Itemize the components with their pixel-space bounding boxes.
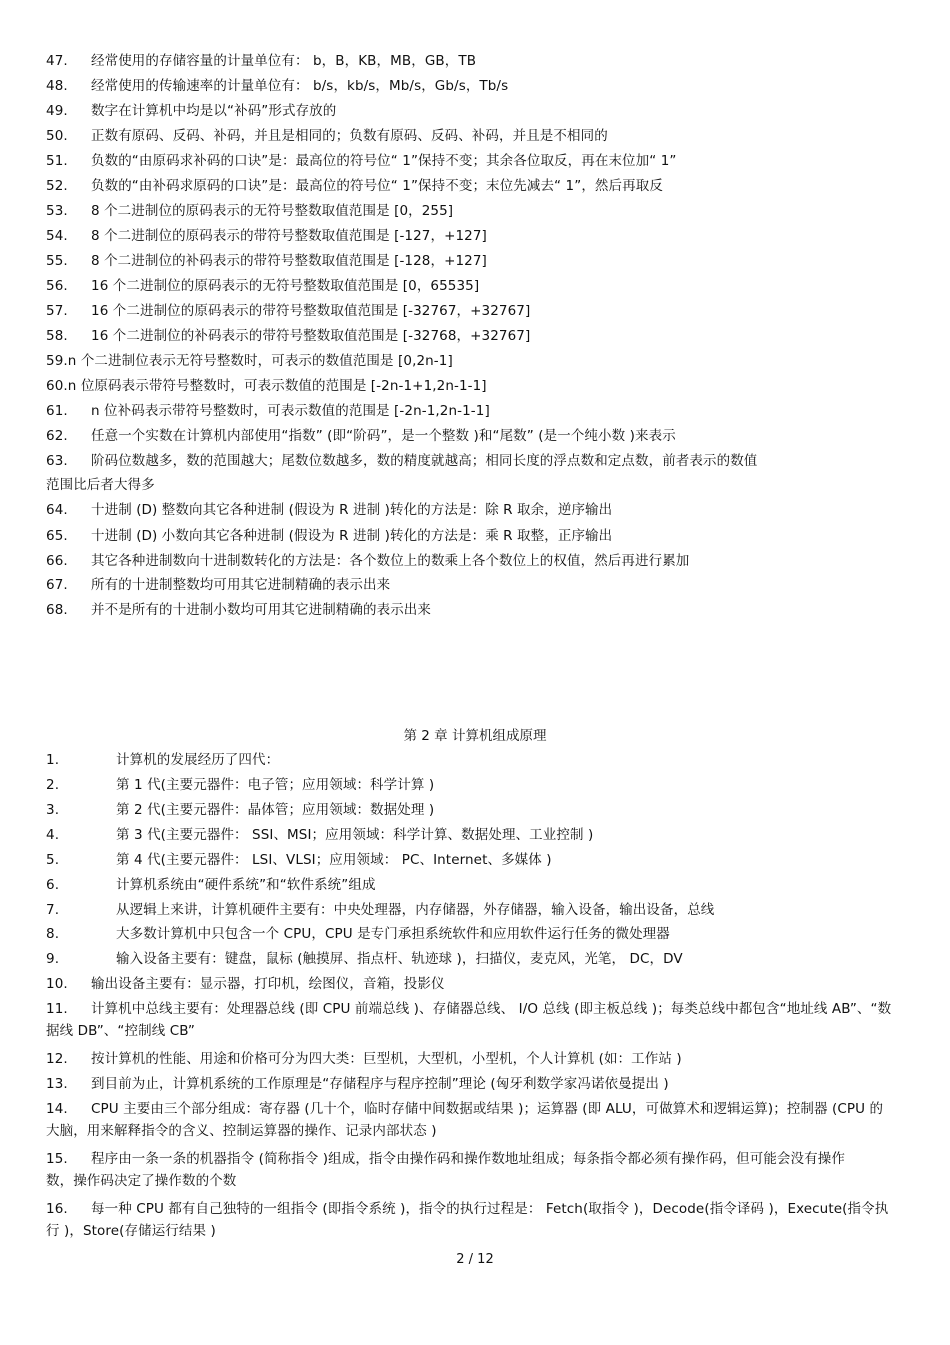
list-item: 64. 十进制 (D) 整数向其它各种进制 (假设为 R 进制 )转化的方法是：除 R 取余，逆序输出 — [46, 502, 613, 518]
list-item: 61. n 位补码表示带符号整数时，可表示数值的范围是 [-2n-1,2n-1-1] — [46, 403, 490, 419]
list-item: 57. 16 个二进制位的原码表示的带符号整数取值范围是 [-32767，+32767] — [46, 303, 531, 319]
list-item: 11. 计算机中总线主要有：处理器总线 (即 CPU 前端总线 )、存储器总线、 I/O 总线 (即主板总线 )；每类总线中都包含“地址线 AB”、“数据线 DB”、“控制线 CB” — [46, 1001, 892, 1039]
list-item — [46, 377, 906, 395]
item-text: 并不是所有的十进制小数均可用其它进制精确的表示出来 — [91, 602, 431, 618]
item-text: 任意一个实数在计算机内部使用“指数” (即“阶码”，是一个整数 )和“尾数” (是一个纯小数 )来表示 — [91, 428, 676, 444]
item-text: 十进制 (D) 小数向其它各种进制 (假设为 R 进制 )转化的方法是：乘 R 取整，正序输出 — [91, 528, 613, 544]
item-text: 从逻辑上来讲，计算机硬件主要有：中央处理器，内存储器，外存储器，输入设备，输出设备，总线 — [116, 902, 715, 918]
item-text: n 位补码表示带符号整数时，可表示数值的范围是 [-2n-1,2n-1-1] — [91, 403, 490, 419]
list-item: 56. 16 个二进制位的原码表示的无符号整数取值范围是 [0，65535] — [46, 278, 480, 294]
item-text: 16 个二进制位的原码表示的无符号整数取值范围是 [0，65535] — [91, 278, 480, 294]
item-text: 8 个二进制位的补码表示的带符号整数取值范围是 [-128，+127] — [91, 253, 487, 269]
list-item: 62. 任意一个实数在计算机内部使用“指数” (即“阶码”，是一个整数 )和“尾数” (是一个纯小数 )来表示 — [46, 428, 676, 444]
item-text: 8 个二进制位的原码表示的无符号整数取值范围是 [0，255] — [91, 203, 454, 219]
item-text: 经常使用的传输速率的计量单位有： b/s，kb/s，Mb/s，Gb/s，Tb/s — [91, 78, 509, 94]
item-text: 计算机中总线主要有：处理器总线 (即 CPU 前端总线 )、存储器总线、 I/O 总线 (即主板总线 )；每类总线中都包含“地址线 AB”、“数据线 DB”、“控制线 CB” — [46, 1001, 892, 1039]
list-item: 50. 正数有原码、反码、补码，并且是相同的；负数有原码、反码、补码，并且是不相同的 — [46, 128, 608, 144]
item-text: 每一种 CPU 都有自己独特的一组指令 (即指令系统 )，指令的执行过程是： Fetch(取指令 )，Decode(指令译码 )，Execute(指令执行 )，Store(存储运行结果 ) — [46, 1201, 889, 1239]
list-item: 13. 到目前为止，计算机系统的工作原理是“存储程序与程序控制”理论 (匈牙利数学家冯诺依曼提出 ) — [46, 1076, 669, 1092]
page-number: 2 / 12 — [456, 1252, 494, 1267]
item-text: 到目前为止，计算机系统的工作原理是“存储程序与程序控制”理论 (匈牙利数学家冯诺依曼提出 ) — [91, 1076, 669, 1092]
item-text: 负数的“由原码求补码的口诀”是：最高位的符号位“ 1”保持不变；其余各位取反，再在末位加“ 1” — [91, 153, 677, 169]
list-item: 48. 经常使用的传输速率的计量单位有： b/s，kb/s，Mb/s，Gb/s，Tb/s — [46, 78, 509, 94]
list-item: 67. 所有的十进制整数均可用其它进制精确的表示出来 — [46, 577, 391, 593]
list-item: 51. 负数的“由原码求补码的口诀”是：最高位的符号位“ 1”保持不变；其余各位取反，再在末位加“ 1” — [46, 153, 677, 169]
list-item: 3. 第 2 代(主要元器件：晶体管；应用领域：数据处理 ) — [46, 802, 435, 818]
list-item: 16. 每一种 CPU 都有自己独特的一组指令 (即指令系统 )，指令的执行过程是： Fetch(取指令 )，Decode(指令译码 )，Execute(指令执行 )，Store(存储运行结果 ) — [46, 1201, 889, 1239]
item-text: 8 个二进制位的原码表示的带符号整数取值范围是 [-127，+127] — [91, 228, 487, 244]
item-text: 计算机系统由“硬件系统”和“软件系统”组成 — [116, 877, 376, 893]
list-item: 6. 计算机系统由“硬件系统”和“软件系统”组成 — [46, 877, 376, 893]
list-item: 68. 并不是所有的十进制小数均可用其它进制精确的表示出来 — [46, 602, 431, 618]
item-text: 第 3 代(主要元器件： SSI、MSI；应用领域：科学计算、数据处理、工业控制 ) — [116, 827, 594, 843]
list-item: 2. 第 1 代(主要元器件：电子管；应用领域：科学计算 ) — [46, 777, 435, 793]
item-text: 负数的“由补码求原码的口诀”是：最高位的符号位“ 1”保持不变；末位先减去“ 1”，然后再取反 — [91, 178, 663, 194]
list-item: 65. 十进制 (D) 小数向其它各种进制 (假设为 R 进制 )转化的方法是：乘 R 取整，正序输出 — [46, 528, 613, 544]
list-item: 58. 16 个二进制位的补码表示的带符号整数取值范围是 [-32768，+32767] — [46, 328, 531, 344]
list-item — [46, 352, 906, 370]
list-item: 15. 程序由一条一条的机器指令 (简称指令 )组成，指令由操作码和操作数地址组成；每条指令都必须有操作码，但可能会没有操作数，操作码决定了操作数的个数 — [46, 1151, 845, 1189]
list-item: 5. 第 4 代(主要元器件： LSI、VLSI；应用领域： PC、Internet、多媒体 ) — [46, 852, 552, 868]
item-text: 正数有原码、反码、补码，并且是相同的；负数有原码、反码、补码，并且是不相同的 — [91, 128, 608, 144]
list-item: 53. 8 个二进制位的原码表示的无符号整数取值范围是 [0，255] — [46, 203, 454, 219]
item-text: 第 4 代(主要元器件： LSI、VLSI；应用领域： PC、Internet、多媒体 ) — [116, 852, 552, 868]
item-text: 按计算机的性能、用途和价格可分为四大类：巨型机，大型机，小型机，个人计算机 (如：工作站 ) — [91, 1051, 682, 1067]
list-item: 66. 其它各种进制数向十进制数转化的方法是：各个数位上的数乘上各个数位上的权值，然后再进行累加 — [46, 553, 690, 569]
list-item: 8. 大多数计算机中只包含一个 CPU，CPU 是专门承担系统软件和应用软件运行任务的微处理器 — [46, 926, 670, 942]
item-text: 大多数计算机中只包含一个 CPU，CPU 是专门承担系统软件和应用软件运行任务的微处理器 — [116, 926, 670, 942]
item-text: 阶码位数越多，数的范围越大；尾数位数越多，数的精度就越高；相同长度的浮点数和定点数，前者表示的数值 — [91, 453, 758, 469]
item-text: 计算机的发展经历了四代： — [116, 752, 280, 768]
item-text: 其它各种进制数向十进制数转化的方法是：各个数位上的数乘上各个数位上的权值，然后再进行累加 — [91, 553, 690, 569]
list-item: 14. CPU 主要由三个部分组成：寄存器 (几十个，临时存储中间数据或结果 )；运算器 (即 ALU，可做算术和逻辑运算)；控制器 (CPU 的大脑，用来解释指令的含义、控制运算器的操作、记录内部状态 ) — [46, 1101, 884, 1139]
list-item: 52. 负数的“由补码求原码的口诀”是：最高位的符号位“ 1”保持不变；末位先减去“ 1”，然后再取反 — [46, 178, 663, 194]
item-text: 第 2 代(主要元器件：晶体管；应用领域：数据处理 ) — [116, 802, 435, 818]
item-text: 数字在计算机中均是以“补码”形式存放的 — [91, 103, 337, 119]
list-item: 1. 计算机的发展经历了四代： — [46, 752, 280, 768]
list-item: 10. 输出设备主要有：显示器，打印机，绘图仪，音箱，投影仪 — [46, 976, 445, 992]
list-item: 63. 阶码位数越多，数的范围越大；尾数位数越多，数的精度就越高；相同长度的浮点数和定点数，前者表示的数值 — [46, 453, 758, 469]
list-item: 55. 8 个二进制位的补码表示的带符号整数取值范围是 [-128，+127] — [46, 253, 487, 269]
item-text: 输出设备主要有：显示器，打印机，绘图仪，音箱，投影仪 — [91, 976, 445, 992]
item-text: 59.n 个二进制位表示无符号整数时，可表示的数值范围是 [0,2n-1] — [46, 353, 453, 369]
list-item: 9. 输入设备主要有：键盘，鼠标 (触摸屏、指点杆、轨迹球 )，扫描仪，麦克风，光笔， DC，DV — [46, 951, 683, 967]
list-item: 54. 8 个二进制位的原码表示的带符号整数取值范围是 [-127，+127] — [46, 228, 487, 244]
list-item: 7. 从逻辑上来讲，计算机硬件主要有：中央处理器，内存储器，外存储器，输入设备，输出设备，总线 — [46, 902, 715, 918]
list-item: 47. 经常使用的存储容量的计量单位有： b，B，KB，MB，GB，TB — [46, 53, 477, 69]
list-item: 4. 第 3 代(主要元器件： SSI、MSI；应用领域：科学计算、数据处理、工业控制 ) — [46, 827, 594, 843]
item-text: 60.n 位原码表示带符号整数时，可表示数值的范围是 [-2n-1+1,2n-1-1] — [46, 378, 487, 394]
item-text: 所有的十进制整数均可用其它进制精确的表示出来 — [91, 577, 391, 593]
item-text: 16 个二进制位的补码表示的带符号整数取值范围是 [-32768，+32767] — [91, 328, 531, 344]
list-item-continuation — [46, 476, 906, 494]
item-text: 经常使用的存储容量的计量单位有： b，B，KB，MB，GB，TB — [91, 53, 477, 69]
item-text: 第 1 代(主要元器件：电子管；应用领域：科学计算 ) — [116, 777, 435, 793]
list-item: 12. 按计算机的性能、用途和价格可分为四大类：巨型机，大型机，小型机，个人计算机 (如：工作站 ) — [46, 1051, 682, 1067]
item-text: 输入设备主要有：键盘，鼠标 (触摸屏、指点杆、轨迹球 )，扫描仪，麦克风，光笔， DC，DV — [116, 951, 683, 967]
chapter-title: 第 2 章 计算机组成原理 — [403, 728, 547, 744]
item-text: 十进制 (D) 整数向其它各种进制 (假设为 R 进制 )转化的方法是：除 R 取余，逆序输出 — [91, 502, 613, 518]
item-text: 16 个二进制位的原码表示的带符号整数取值范围是 [-32767，+32767] — [91, 303, 531, 319]
list-item: 49. 数字在计算机中均是以“补码”形式存放的 — [46, 103, 337, 119]
item-text: CPU 主要由三个部分组成：寄存器 (几十个，临时存储中间数据或结果 )；运算器 (即 ALU，可做算术和逻辑运算)；控制器 (CPU 的大脑，用来解释指令的含义、控制运算器的操作、记录内部状态 ) — [46, 1101, 884, 1139]
item-text: 程序由一条一条的机器指令 (简称指令 )组成，指令由操作码和操作数地址组成；每条指令都必须有操作码，但可能会没有操作数，操作码决定了操作数的个数 — [46, 1151, 845, 1189]
item-text: 范围比后者大得多 — [46, 477, 155, 493]
